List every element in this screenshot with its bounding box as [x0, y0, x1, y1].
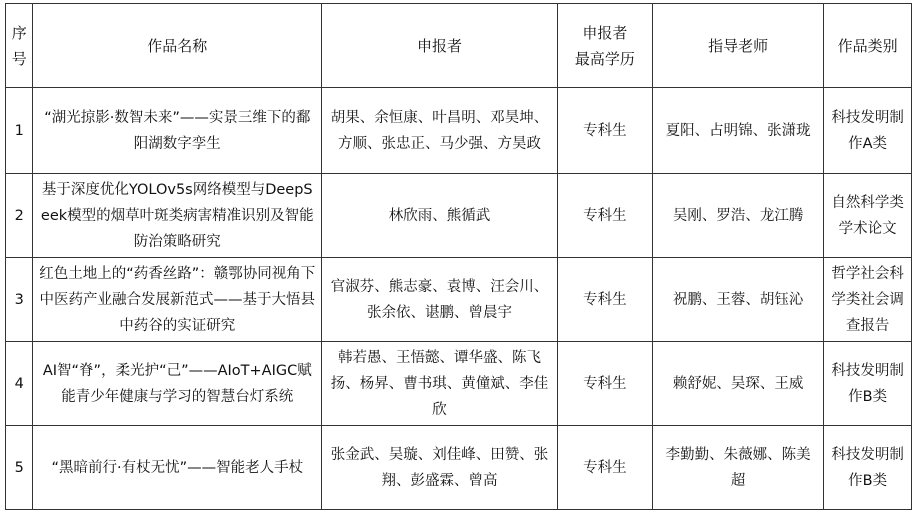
cell-work-name: AI智“脊”，柔光护“己”——AIoT+AIGC赋能青少年健康与学习的智慧台灯系统	[33, 342, 322, 426]
cell-education: 专科生	[557, 426, 652, 510]
cell-applicants: 林欣雨、熊循武	[322, 174, 558, 258]
cell-education: 专科生	[557, 258, 652, 342]
cell-work-name: 红色土地上的“药香丝路”：赣鄂协同视角下中医药产业融合发展新范式——基于大悟县中药谷的实证研究	[33, 258, 322, 342]
cell-advisors: 祝鹏、王蓉、胡钰沁	[652, 258, 823, 342]
cell-category: 哲学社会科学类社会调查报告	[824, 258, 912, 342]
header-education-line1: 申报者	[582, 23, 628, 42]
header-advisors: 指导老师	[652, 4, 823, 88]
table-row	[6, 342, 912, 426]
cell-advisors: 赖舒妮、吴琛、王威	[652, 342, 823, 426]
cell-education: 专科生	[557, 88, 652, 174]
cell-serial-number: 4	[6, 342, 33, 426]
cell-category: 自然科学类学术论文	[824, 174, 912, 258]
table-row	[6, 426, 912, 510]
cell-serial-number: 3	[6, 258, 33, 342]
header-category: 作品类别	[824, 4, 912, 88]
cell-education: 专科生	[557, 174, 652, 258]
cell-applicants: 张金武、吴璇、刘佳峰、田赞、张翔、彭盛霖、曾高	[322, 426, 558, 510]
cell-advisors: 夏阳、占明锦、张潇珑	[652, 88, 823, 174]
table-header-row	[6, 4, 912, 88]
header-work-name: 作品名称	[33, 4, 322, 88]
header-education-line2: 最高学历	[574, 49, 635, 68]
cell-applicants: 胡果、余恒康、叶昌明、邓昊坤、方顺、张忠正、马少强、方昊政	[322, 88, 558, 174]
cell-category: 科技发明制作B类	[824, 426, 912, 510]
cell-category: 科技发明制作B类	[824, 342, 912, 426]
cell-serial-number: 1	[6, 88, 33, 174]
cell-applicants: 官淑芬、熊志豪、袁博、汪会川、张余依、谌鹏、曾晨宇	[322, 258, 558, 342]
cell-serial-number: 2	[6, 174, 33, 258]
works-table	[5, 3, 912, 510]
cell-work-name: 基于深度优化YOLOv5s网络模型与DeepSeek模型的烟草叶斑类病害精准识别及智能防治策略研究	[33, 174, 322, 258]
table-row	[6, 88, 912, 174]
header-highest-education	[557, 4, 652, 88]
table-row	[6, 174, 912, 258]
header-applicants: 申报者	[322, 4, 558, 88]
cell-category: 科技发明制作A类	[824, 88, 912, 174]
cell-work-name: “黑暗前行·有杖无忧”——智能老人手杖	[33, 426, 322, 510]
cell-education: 专科生	[557, 342, 652, 426]
cell-advisors: 李勤勤、朱薇娜、陈美超	[652, 426, 823, 510]
table-row	[6, 258, 912, 342]
cell-work-name: “湖光掠影·数智未来”——实景三维下的鄱阳湖数字孪生	[33, 88, 322, 174]
cell-serial-number: 5	[6, 426, 33, 510]
cell-advisors: 吴刚、罗浩、龙江腾	[652, 174, 823, 258]
header-serial-number: 序号	[6, 4, 33, 88]
cell-applicants: 韩若愚、王悟懿、谭华盛、陈飞扬、杨昇、曹书琪、黄僮斌、李佳欣	[322, 342, 558, 426]
